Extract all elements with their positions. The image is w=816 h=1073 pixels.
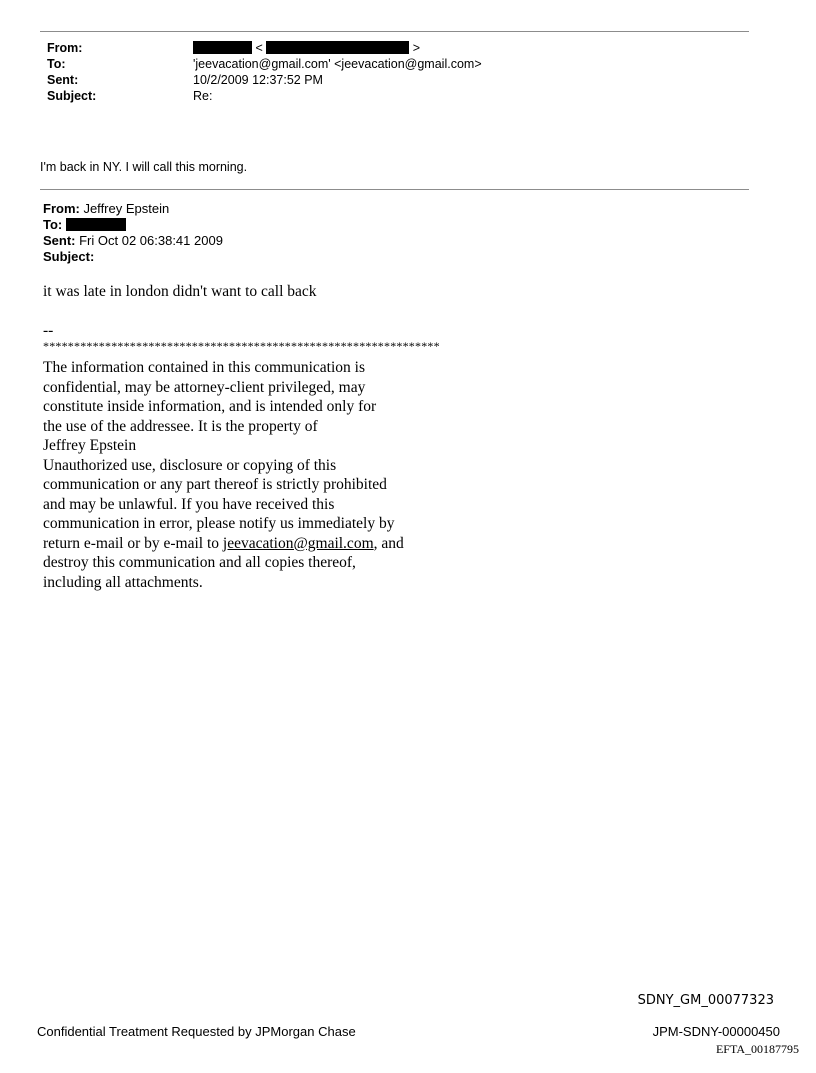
orig-to-row	[43, 217, 223, 233]
redaction-block	[66, 218, 126, 231]
disclaimer-line: the use of the addressee. It is the property of	[43, 417, 318, 435]
redaction-block	[193, 41, 252, 54]
orig-subject-label: Subject:	[43, 249, 95, 264]
from-value: < >	[193, 40, 420, 56]
original-header	[43, 201, 223, 265]
sent-row	[47, 72, 482, 88]
bates-number-jpm: JPM-SDNY-00000450	[652, 1024, 780, 1039]
to-value: 'jeevacation@gmail.com' <jeevacation@gmail.com>	[193, 57, 482, 71]
from-label: From:	[47, 41, 83, 55]
orig-from-value: Jeffrey Epstein	[79, 201, 170, 216]
subject-row	[47, 88, 482, 104]
orig-sent-value: Fri Oct 02 06:38:41 2009	[75, 233, 223, 248]
to-label: To:	[47, 57, 66, 71]
disclaimer-line: confidential, may be attorney-client privileged, may	[43, 378, 366, 396]
disclaimer-line: communication or any part thereof is strictly prohibited	[43, 476, 387, 493]
disclaimer-line: The information contained in this communication is	[43, 359, 365, 376]
disclaimer	[43, 358, 404, 592]
disclaimer-line: Unauthorized use, disclosure or copying of this	[43, 456, 337, 474]
redaction-block	[266, 41, 409, 54]
sent-label: Sent:	[47, 73, 79, 87]
original-body: it was late in london didn't want to call back	[43, 283, 317, 300]
disclaimer-line: and may be unlawful. If you have received this	[43, 495, 335, 513]
confidential-notice: Confidential Treatment Requested by JPMorgan Chase	[37, 1024, 356, 1039]
orig-subject-row	[43, 249, 223, 265]
email-header	[47, 40, 482, 104]
subject-label: Subject:	[47, 89, 97, 103]
middle-divider	[40, 189, 749, 190]
orig-sent-row	[43, 233, 223, 249]
disclaimer-line-with-link: return e-mail or by e-mail to jeevacation@gmail.com, and	[43, 534, 404, 552]
signature-stars: ****************************************************************	[43, 339, 440, 353]
sent-value: 10/2/2009 12:37:52 PM	[193, 73, 323, 87]
orig-from-row	[43, 201, 223, 217]
disclaimer-line: communication in error, please notify us immediately by	[43, 515, 395, 532]
disclaimer-line: including all attachments.	[43, 573, 203, 591]
bates-number-efta: EFTA_00187795	[715, 1042, 799, 1056]
orig-to-label: To:	[43, 217, 63, 232]
top-divider	[40, 31, 749, 32]
email-link[interactable]: jeevacation@gmail.com	[222, 534, 374, 552]
disclaimer-line: constitute inside information, and is intended only for	[43, 398, 377, 415]
orig-sent-label: Sent:	[43, 233, 76, 248]
disclaimer-line: destroy this communication and all copies thereof,	[43, 554, 356, 571]
disclaimer-line: Jeffrey Epstein	[43, 437, 137, 454]
reply-text: I'm back in NY. I will call this morning.	[40, 160, 248, 174]
signature-dashes: --	[43, 322, 54, 339]
from-row	[47, 40, 482, 56]
to-row	[47, 56, 482, 72]
bates-number-sdny: SDNY_GM_00077323	[637, 993, 774, 1008]
subject-value: Re:	[193, 89, 213, 103]
orig-from-label: From:	[43, 201, 80, 216]
